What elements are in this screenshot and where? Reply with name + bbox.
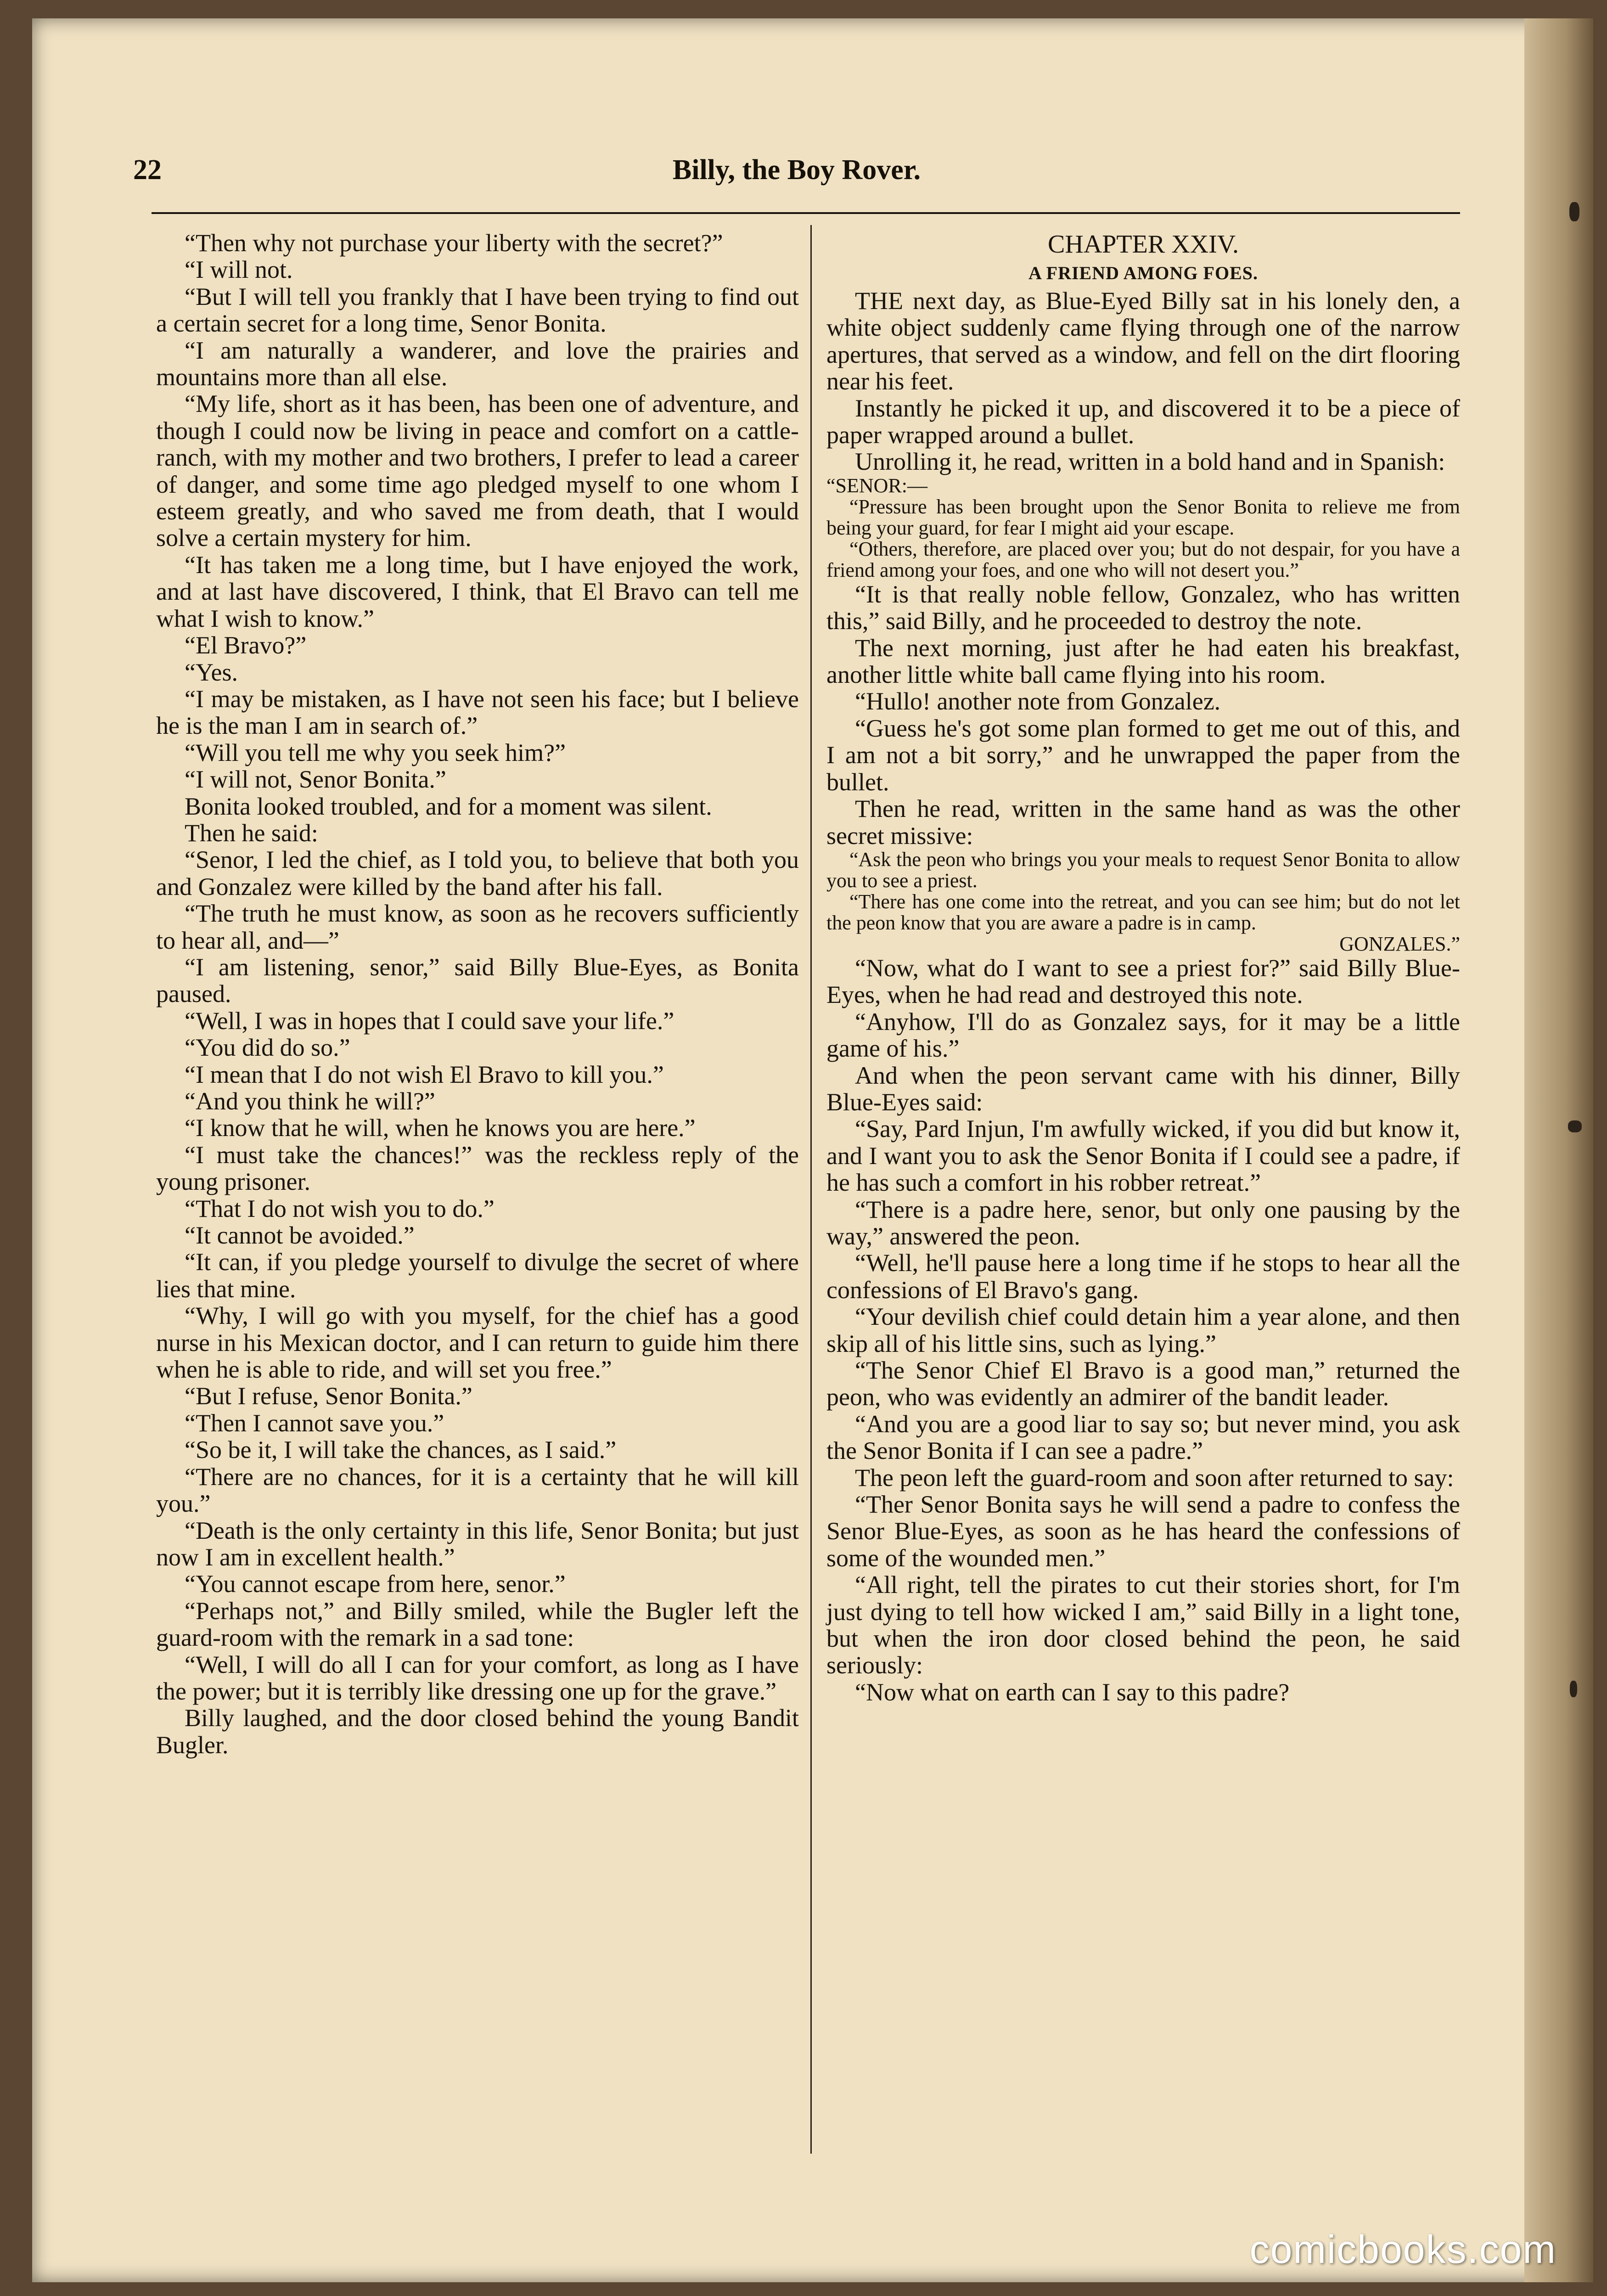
paragraph: “My life, short as it has been, has been one of adventure, and though I could now be living in peace and comfort on a cattle-ranch, with my mother and two brothers, I prefer to lead a career of danger, and some time ago pledged myself to one whom I esteem greatly, and who saved me from death, that I would solve a certain mystery for him. (156, 390, 799, 552)
header-rule (152, 212, 1460, 214)
print-speck (1569, 202, 1579, 221)
paragraph: “And you are a good liar to say so; but never mind, you ask the Senor Bonita if I can see a padre.” (826, 1410, 1460, 1465)
paragraph: “Perhaps not,” and Billy smiled, while the Bugler left the guard-room with the remark in a sad tone: (156, 1597, 799, 1652)
paragraph: “So be it, I will take the chances, as I said.” (185, 1436, 617, 1464)
paragraph: “That I do not wish you to do.” (185, 1194, 494, 1222)
paragraph: “I know that he will, when he knows you are here.” (185, 1114, 696, 1142)
paragraph: “SENOR:— (826, 474, 927, 497)
paragraph: “I mean that I do not wish El Bravo to kill you.” (185, 1060, 664, 1088)
paragraph: “Yes. (185, 658, 238, 686)
paragraph: “Will you tell me why you seek him?” (185, 738, 566, 766)
page-number: 22 (133, 154, 162, 186)
chapter-subtitle: A FRIEND AMONG FOES. (1028, 263, 1259, 283)
paragraph: “It is that really noble fellow, Gonzalez, who has written this,” said Billy, and he proceeded to destroy the note. (826, 580, 1460, 635)
paragraph: Unrolling it, he read, written in a bold hand and in Spanish: (855, 448, 1445, 476)
paragraph: “Why, I will go with you myself, for the chief has a good nurse in his Mexican doctor, and I can return to guide him there when he is able to ride, and will set you free.” (156, 1302, 799, 1384)
note-signature: GONZALES.” (1339, 932, 1460, 955)
paragraph: “But I will tell you frankly that I have been trying to find out a certain secret for a long time, Senor Bonita. (156, 282, 799, 338)
paragraph: “The Senor Chief El Bravo is a good man,” returned the peon, who was evidently an admirer of the bandit leader. (826, 1356, 1460, 1411)
paragraph: THE next day, as Blue-Eyed Billy sat in his lonely den, a white object suddenly came flying through one of the narrow apertures, that served as a window, and fell on the dirt flooring near his feet. (826, 287, 1460, 395)
first-note (826, 475, 1460, 581)
paragraph: “You cannot escape from here, senor.” (185, 1570, 566, 1598)
right-column (826, 230, 1460, 1705)
paragraph: “There has one come into the retreat, and you can see him; but do not let the peon know that you are aware a padre is in camp. (826, 890, 1460, 934)
paragraph: “Hullo! another note from Gonzalez. (855, 687, 1221, 715)
left-column (156, 230, 799, 1758)
paragraph: Billy laughed, and the door closed behind the young Bandit Bugler. (156, 1704, 799, 1759)
paragraph: “Senor, I led the chief, as I told you, to believe that both you and Gonzalez were killed by the band after his fall. (156, 846, 799, 900)
paragraph: “Ther Senor Bonita says he will send a padre to confess the Senor Blue-Eyes, as soon as he has heard the confessions of some of the wounded men.” (826, 1491, 1460, 1572)
paragraph: “Pressure has been brought upon the Senor Bonita to relieve me from being your guard, for fear I might aid your escape. (826, 495, 1460, 539)
right-paragraphs-c (826, 955, 1460, 1705)
paragraph: Then he read, written in the same hand as was the other secret missive: (826, 795, 1460, 850)
running-header (133, 154, 1460, 195)
paragraph: “I will not, Senor Bonita.” (185, 765, 446, 793)
page-spine (1524, 18, 1593, 2282)
paragraph: “El Bravo?” (185, 631, 307, 659)
right-paragraphs-b (826, 581, 1460, 849)
running-title: Billy, the Boy Rover. (672, 154, 921, 186)
paragraph: “Well, I was in hopes that I could save your life.” (185, 1007, 674, 1035)
paragraph: “Well, I will do all I can for your comfort, as long as I have the power; but it is terribly like dressing one up for the grave.” (156, 1650, 799, 1705)
paragraph: “I am listening, senor,” said Billy Blue-Eyes, as Bonita paused. (156, 953, 799, 1008)
second-note (826, 849, 1460, 934)
paragraph: Bonita looked troubled, and for a moment was silent. (185, 792, 712, 820)
watermark: comicbooks.com (1249, 2228, 1556, 2272)
paragraph: “Anyhow, I'll do as Gonzalez says, for it may be a little game of his.” (826, 1007, 1460, 1063)
paragraph: “It cannot be avoided.” (185, 1221, 415, 1249)
paragraph: Then he said: (185, 819, 318, 847)
print-speck (1570, 1681, 1577, 1697)
paragraph: “Now, what do I want to see a priest for?” said Billy Blue-Eyes, when he had read and destroyed this note. (826, 954, 1460, 1009)
chapter-heading: CHAPTER XXIV. (1048, 230, 1239, 259)
paragraph: The peon left the guard-room and soon after returned to say: (855, 1463, 1454, 1491)
paragraph: “All right, tell the pirates to cut their stories short, for I'm just dying to tell how wicked I am,” said Billy in a light tone, but when the iron door closed behind the peon, he said seriously: (826, 1571, 1460, 1679)
paragraph: “Say, Pard Injun, I'm awfully wicked, if you did but know it, and I want you to ask the Senor Bonita if I could see a padre, if he has such a comfort in his robber retreat.” (826, 1115, 1460, 1197)
paragraph: “The truth he must know, as soon as he recovers sufficiently to hear all, and—” (156, 900, 799, 954)
paragraph: “It can, if you pledge yourself to divulge the secret of where lies that mine. (156, 1248, 799, 1303)
paragraph: The next morning, just after he had eaten his breakfast, another little white ball came flying into his room. (826, 634, 1460, 689)
paragraph: “But I refuse, Senor Bonita.” (185, 1382, 472, 1410)
paragraph: “Your devilish chief could detain him a year alone, and then skip all of his little sins, such as lying.” (826, 1303, 1460, 1357)
paragraph: “Others, therefore, are placed over you; but do not despair, for you have a friend among your foes, and one who will not desert you.” (826, 537, 1460, 581)
paragraph: “I will not. (185, 256, 293, 284)
column-divider (810, 225, 812, 2154)
paragraph: “Ask the peon who brings you your meals to request Senor Bonita to allow you to see a priest. (826, 848, 1460, 892)
paragraph: “Then I cannot save you.” (185, 1409, 444, 1437)
paragraph: “There is a padre here, senor, but only one pausing by the way,” answered the peon. (826, 1195, 1460, 1250)
paragraph: Instantly he picked it up, and discovered it to be a piece of paper wrapped around a bullet. (826, 394, 1460, 449)
paragraph: “I may be mistaken, as I have not seen his face; but I believe he is the man I am in search of.” (156, 685, 799, 740)
paragraph: “It has taken me a long time, but I have enjoyed the work, and at last have discovered, I think, that El Bravo can tell me what I wish to know.” (156, 551, 799, 632)
paragraph: “There are no chances, for it is a certainty that he will kill you.” (156, 1463, 799, 1518)
paragraph: “And you think he will?” (185, 1087, 435, 1115)
paragraph: “Well, he'll pause here a long time if he stops to hear all the confessions of El Bravo's gang. (826, 1249, 1460, 1304)
print-speck (1568, 1120, 1582, 1132)
paragraph: “I must take the chances!” was the reckless reply of the young prisoner. (156, 1141, 799, 1196)
paragraph: “Death is the only certainty in this life, Senor Bonita; but just now I am in excellent health.” (156, 1516, 799, 1571)
paragraph: “Then why not purchase your liberty with the secret?” (185, 229, 723, 257)
paragraph: “You did do so.” (185, 1034, 350, 1062)
right-paragraphs-a (826, 287, 1460, 475)
paragraph: “Guess he's got some plan formed to get me out of this, and I am not a bit sorry,” and he unwrapped the paper from the bullet. (826, 714, 1460, 796)
paragraph: “Now what on earth can I say to this padre? (855, 1678, 1290, 1706)
paragraph: And when the peon servant came with his dinner, Billy Blue-Eyes said: (826, 1061, 1460, 1116)
paragraph: “I am naturally a wanderer, and love the prairies and mountains more than all else. (156, 336, 799, 391)
